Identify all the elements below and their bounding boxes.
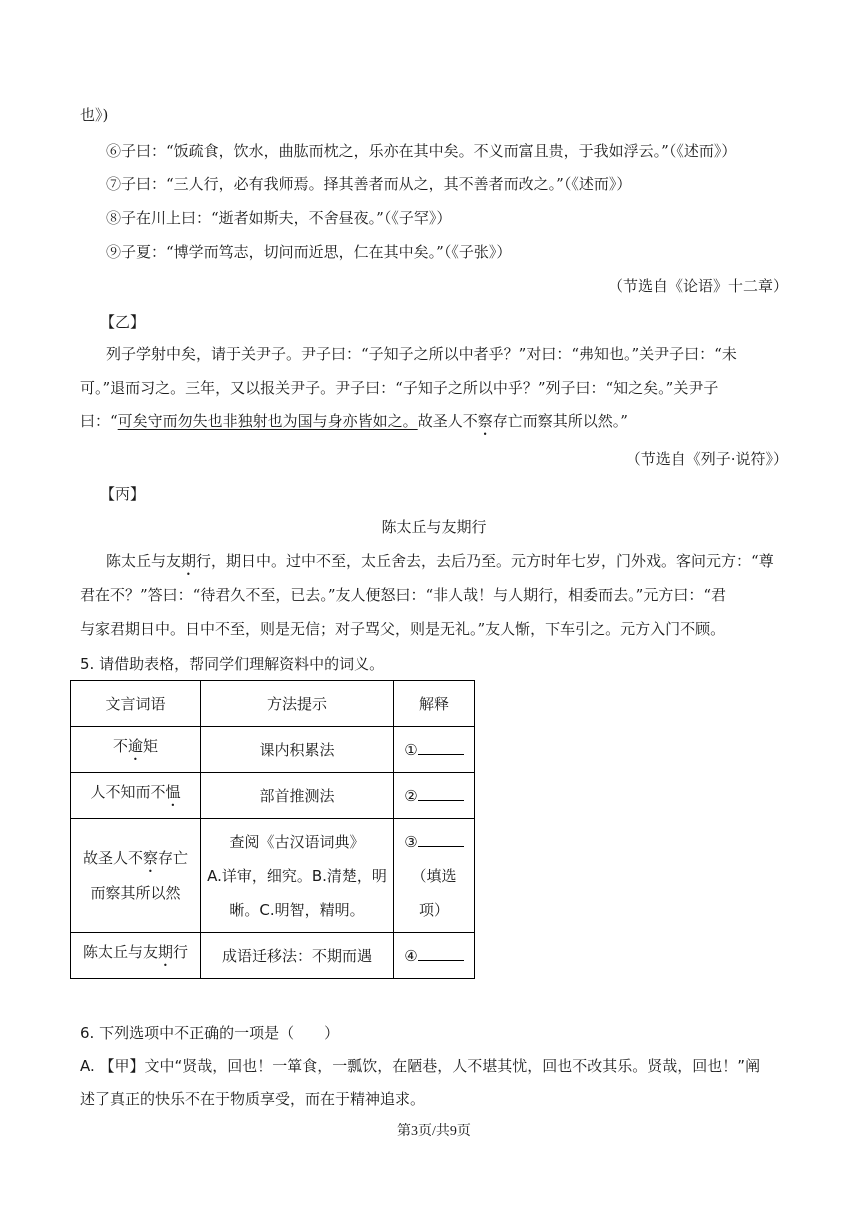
word-line (77, 841, 194, 876)
dotted-char: 期 (157, 943, 173, 961)
dotted-char: 逾 (127, 737, 143, 755)
answer-cell (394, 773, 475, 819)
answer-blank[interactable] (418, 832, 464, 847)
word-text: 故圣人不 (82, 849, 143, 867)
word-text: 行 (173, 943, 189, 961)
method-cell: 成语迁移法：不期而遇 (201, 933, 394, 979)
method-cell (201, 819, 394, 933)
bing-title: 陈太丘与友期行 (381, 518, 487, 536)
word-cell (71, 727, 201, 773)
method-line: A.详审，细究。B.清楚，明 (207, 866, 387, 885)
quote-7: ⑦子曰：“三人行，必有我师焉。择其善者而从之，其不善者而改之。”（《述而》） (106, 175, 632, 193)
question-6: 6. 下列选项中不正确的一项是（ ） (80, 1024, 340, 1042)
method-line: 查阅《古汉语词典》 (229, 832, 365, 851)
answer-blank[interactable] (418, 740, 464, 755)
bing-line-1-end: 行，期日中。过中不至，太丘舍去，去后乃至。元方时年七岁，门外戏。客问元方：“尊 (196, 552, 774, 570)
continuation-text: 也》) (80, 106, 109, 124)
table-row (71, 773, 475, 819)
answer-blank[interactable] (418, 946, 464, 961)
heading-yi: 【乙】 (100, 313, 146, 331)
answer-note: （填选 (411, 866, 457, 885)
header-method: 方法提示 (201, 681, 394, 727)
yi-line-3-start: 曰：“ (80, 412, 118, 430)
word-text: 存亡 (158, 849, 189, 867)
bing-line-3: 与家君期日中。日中不至，则是无信；对子骂父，则是无礼。”友人惭，下车引之。元方入门不顾。 (80, 620, 726, 638)
answer-note: 项） (418, 900, 449, 919)
yi-line-3-mid: 故圣人不 (417, 412, 478, 430)
option-a-line-1: A. 【甲】文中“贤哉，回也！一箪食，一瓢饮，在陋巷，人不堪其忧，回也不改其乐。贤哉，回也！”阐 (80, 1057, 761, 1075)
word-cell (71, 819, 201, 933)
answer-number: ② (404, 787, 418, 805)
word-line: 而察其所以然 (90, 884, 181, 902)
word-cell (71, 773, 201, 819)
dotted-char-cha: 察 (477, 412, 493, 430)
bing-line-1 (106, 550, 774, 579)
table-row (71, 819, 475, 933)
underlined-sentence: 可矣守而勿失也非独射也为国与身亦皆如之。 (117, 412, 418, 430)
method-cell: 课内积累法 (201, 727, 394, 773)
dotted-char: 察 (142, 849, 158, 867)
header-meaning: 解释 (394, 681, 475, 727)
answer-number: ③ (404, 832, 418, 851)
table-row (71, 727, 475, 773)
yi-line-3-end: 存亡而察其所以然。” (492, 412, 628, 430)
table-row (71, 933, 475, 979)
option-a-line-2: 述了真正的快乐不在于物质享受，而在于精神追求。 (80, 1090, 426, 1108)
answer-cell (394, 819, 475, 933)
quote-9: ⑨子夏：“博学而笃志，切问而近思，仁在其中矣。”（《子张》） (106, 243, 512, 261)
word-cell (71, 933, 201, 979)
header-words: 文言词语 (71, 681, 201, 727)
table-header-row (71, 681, 475, 727)
method-cell: 部首推测法 (201, 773, 394, 819)
word-text: 人不知而不 (90, 783, 166, 801)
answer-cell (394, 933, 475, 979)
dotted-char-qi: 期 (181, 552, 197, 570)
answer-number: ① (404, 741, 418, 759)
word-text: 矩 (143, 737, 159, 755)
answer-blank[interactable] (418, 786, 464, 801)
method-line: 晰。C.明智，精明。 (229, 900, 365, 919)
yi-line-3 (80, 410, 628, 439)
dotted-char: 愠 (165, 783, 181, 801)
yi-line-1: 列子学射中矣，请于关尹子。尹子曰：“子知子之所以中者乎？”对曰：“弗知也。”关尹子曰：“未 (106, 345, 737, 363)
source-jia: （节选自《论语》十二章） (607, 277, 788, 295)
word-text: 陈太丘与友 (82, 943, 158, 961)
question-5: 5. 请借助表格，帮同学们理解资料中的词义。 (80, 655, 385, 673)
bing-line-2: 君在不？”答曰：“待君久不至，已去。”友人便怒曰：“非人哉！与人期行，相委而去。”元方曰：“君 (80, 586, 727, 604)
bing-line-1-start: 陈太丘与友 (106, 552, 182, 570)
yi-line-2: 可。”退而习之。三年，又以报关尹子。尹子曰：“子知子之所以中乎？”列子曰：“知之矣。”关尹子 (80, 379, 719, 397)
answer-line (400, 825, 468, 859)
vocab-table (70, 680, 475, 979)
quote-8: ⑧子在川上曰：“逝者如斯夫，不舍昼夜。”（《子罕》） (106, 209, 452, 227)
answer-cell (394, 727, 475, 773)
source-yi: （节选自《列子·说符》） (625, 450, 788, 468)
answer-number: ④ (404, 947, 418, 965)
heading-bing: 【丙】 (100, 485, 146, 503)
page-footer: 第3页/共9页 (397, 1124, 471, 1139)
quote-6: ⑥子曰：“饭疏食，饮水，曲肱而枕之，乐亦在其中矣。不义而富且贵，于我如浮云。”（《述而》） (106, 142, 737, 160)
word-text: 不 (112, 737, 128, 755)
